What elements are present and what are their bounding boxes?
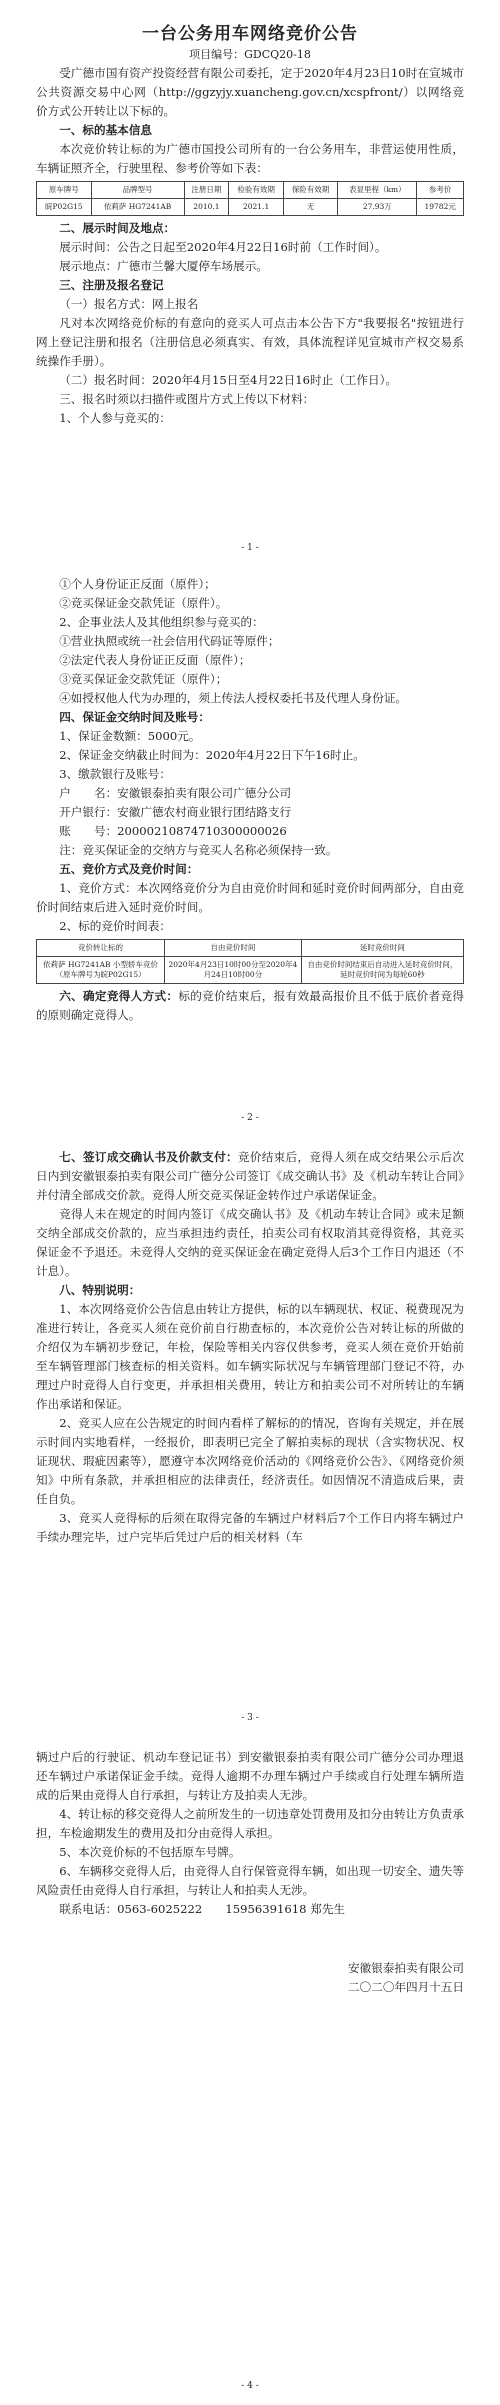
page-number: - 4 - xyxy=(241,2381,259,2391)
table-header-cell: 检验有效期 xyxy=(229,182,283,199)
table-header-row xyxy=(37,940,464,957)
material-item: 2、企事业法人及其他组织参与竞买的： xyxy=(59,615,264,629)
deposit-note: 注：竞买保证金的交纳方与竞买人名称必须保持一致。 xyxy=(59,843,338,857)
issue-date: 二〇二〇年四月十五日 xyxy=(348,1980,464,1994)
display-time: 展示时间：公告之日起至2020年4月22日16时前（工作时间）。 xyxy=(59,240,387,254)
section-6 xyxy=(36,987,464,1025)
account-number: 账 号：20000210874710300000026 xyxy=(59,824,287,838)
special-note-3-continued: 辆过户后的行驶证、机动车登记证书）到安徽银泰拍卖有限公司广德分公司办理退还车辆过户承诺保证金手续。竞得人逾期不办理车辆过户手续或自行处理车辆所造成的后果由竞得人自行承担，与转让方及拍卖人无涉。 xyxy=(36,1750,464,1802)
special-note-4: 4、转让标的移交竞得人之前所发生的一切违章处罚费用及扣分由转让方负责承担，车检逾期发生的费用及扣分由竞得人承担。 xyxy=(36,1807,464,1840)
section-6-text: 标的竞价结束后，报有效最高报价且不低于底价者竞得的原则确定竞得人。 xyxy=(36,989,464,1022)
page-1 xyxy=(36,22,464,428)
table-header-cell: 品牌型号 xyxy=(91,182,184,199)
table-cell: 19782元 xyxy=(417,199,464,216)
section-2-heading: 二、展示时间及地点： xyxy=(59,221,176,235)
table-row xyxy=(37,957,464,984)
special-note-2: 2、竞买人应在公告规定的时间内看样了解标的的情况，咨询有关规定，并在展示时间内实地看样，一经报价，即表明已完全了解拍卖标的现状（含实物状况、权证现状、瑕疵因素等），愿遵守本次网络竞价活动的《网络竞价公告》、《网络竞价须知》中所有条款，并承担相应的法律责任，经济责任。如因情况不清造成后果，责任自负。 xyxy=(36,1416,464,1506)
page-number: - 3 - xyxy=(241,1713,259,1723)
special-note-6: 6、车辆移交竞得人后，由竞得人自行保管竞得车辆，如出现一切安全、遗失等风险责任由竞得人自行承担，与转让人和拍卖人无涉。 xyxy=(36,1864,464,1897)
section-7-heading: 七、签订成交确认书及价款支付： xyxy=(59,1150,238,1164)
intro-paragraph: 受广德市国有资产投资经营有限公司委托，定于2020年4月23日10时在宣城市公共资源交易中心网（http://ggzyjy.xuancheng.gov.cn/xcspfront/）以网络竞价方式公开转让以下标的。 xyxy=(36,66,464,118)
registration-time: （二）报名时间：2020年4月15日至4月22日16时止（工作日）。 xyxy=(59,373,397,387)
special-note-1: 1、本次网络竞价公告信息由转让方提供，标的以车辆现状、权证、税费现况为准进行转让，各竞买人须在竞价前自行勘查标的，本次竞价公告对转让标的所做的介绍仅为车辆初步登记，年检，保险等相关内容仅供参考，竞买人须在竞价开始前至车辆管理部门核查标的相关资料。如车辆实际状况与车辆管理部门登记不符，办理过户时竞得人自行变更，并承担相关费用，转让方和拍卖公司不对所转让的车辆作出承诺和保证。 xyxy=(36,1302,464,1411)
table-header-cell: 注册日期 xyxy=(184,182,229,199)
page-3 xyxy=(36,1148,464,1547)
table-cell: 无 xyxy=(283,199,337,216)
material-item: ②竞买保证金交款凭证（原件）。 xyxy=(59,596,228,610)
table-cell: 依莉萨 HG7241AB xyxy=(91,199,184,216)
material-item: ④如授权他人代为办理的，须上传法人授权委托书及代理人身份证。 xyxy=(59,691,408,705)
material-item: ①个人身份证正反面（原件）； xyxy=(59,577,216,591)
section-6-heading: 六、确定竞得人方式： xyxy=(59,989,179,1003)
section-7-text-1: 竞价结束后，竞得人须在成交结果公示后次日内到安徽银泰拍卖有限公司广德分公司签订《成交确认书》及《机动车转让合同》并付清全部成交价款。竞得人所交竞买保证金转作过户承诺保证金。 xyxy=(36,1150,464,1202)
page-number: - 2 - xyxy=(241,1113,259,1123)
table-cell: 自由竞价时间结束后自动进入延时竞价时间，延时竞价时间为每轮60秒 xyxy=(301,957,463,984)
table-cell: 皖P02G15 xyxy=(37,199,92,216)
table-header-cell: 竞价转让标的 xyxy=(37,940,165,957)
bank-name: 开户银行：安徽广德农村商业银行团结路支行 xyxy=(59,805,292,819)
table-header-cell: 原车牌号 xyxy=(37,182,92,199)
table-header-row xyxy=(37,182,464,199)
section-1-text: 本次竞价转让标的为广德市国投公司所有的一台公务用车，非营运使用性质，车辆证照齐全，行驶里程、参考价等如下表： xyxy=(36,142,464,175)
registration-method-text: 凡对本次网络竞价标的有意向的竞买人可点击本公告下方"我要报名"按钮进行网上登记注册和报名（注册信息必须真实、有效，具体流程详见宣城市产权交易系统操作手册）。 xyxy=(36,316,464,368)
table-row xyxy=(37,199,464,216)
section-7-text-2: 竞得人未在规定的时间内签订《成交确认书》及《机动车转让合同》或未足额交纳全部成交价款的，应当承担违约责任，拍卖公司有权取消其竞得资格，其竞买保证金不予退还。未竞得人交纳的竞买保证金在确定竞得人后3个工作日内退还（不计息）。 xyxy=(36,1207,464,1278)
page-title: 一台公务用车网络竞价公告 xyxy=(142,24,358,44)
special-note-3: 3、竞买人竞得标的后须在取得完备的车辆过户材料后7个工作日内将车辆过户手续办理完毕，过户完毕后凭过户后的相关材料（车 xyxy=(36,1511,464,1544)
vehicle-info-table xyxy=(36,181,464,216)
page-2 xyxy=(36,575,464,1025)
material-item: ②法定代表人身份证正反面（原件）； xyxy=(59,653,251,667)
bidding-schedule-heading: 2、标的竞价时间表： xyxy=(59,919,171,933)
project-number: 项目编号：GDCQ20-18 xyxy=(189,48,311,61)
table-cell: 依莉萨 HG7241AB 小型轿车竞价（原车牌号为皖P02G15） xyxy=(37,957,165,984)
contact-phone: 联系电话：0563-6025222 15956391618 郑先生 xyxy=(59,1902,346,1916)
table-cell: 2010.1 xyxy=(184,199,229,216)
registration-method: （一）报名方式：网上报名 xyxy=(59,297,199,311)
deposit-amount: 1、保证金数额：5000元。 xyxy=(59,729,201,743)
section-5-heading: 五、竞价方式及竞价时间： xyxy=(59,862,199,876)
table-header-cell: 保险有效期 xyxy=(283,182,337,199)
section-4-heading: 四、保证金交纳时间及账号： xyxy=(59,710,210,724)
page-number: - 1 - xyxy=(241,543,259,553)
table-header-cell: 延时竞价时间 xyxy=(301,940,463,957)
table-cell: 2021.1 xyxy=(229,199,283,216)
material-item: ①营业执照或统一社会信用代码证等原件； xyxy=(59,634,280,648)
bidding-method: 1、竞价方式：本次网络竞价分为自由竞价时间和延时竞价时间两部分，自由竞价时间结束后进入延时竞价时间。 xyxy=(36,881,464,914)
section-8-heading: 八、特别说明： xyxy=(59,1283,141,1297)
materials-individual: 1、个人参与竞买的： xyxy=(59,411,171,425)
materials-heading: 三、报名时须以扫描件或图片方式上传以下材料： xyxy=(59,392,315,406)
bidding-schedule-table xyxy=(36,939,464,984)
table-cell: 2020年4月23日10时00分至2020年4月24日10时00分 xyxy=(165,957,302,984)
section-1-heading: 一、标的基本信息 xyxy=(59,123,152,137)
material-item: ③竞买保证金交款凭证（原件）； xyxy=(59,672,228,686)
account-name: 户 名：安徽银泰拍卖有限公司广德分公司 xyxy=(59,786,292,800)
special-note-5: 5、本次竞价标的不包括原车号牌。 xyxy=(59,1845,241,1859)
section-3-heading: 三、注册及报名登记 xyxy=(59,278,164,292)
table-header-cell: 表显里程（km） xyxy=(338,182,417,199)
page-4 xyxy=(36,1748,464,1997)
bank-heading: 3、缴款银行及账号： xyxy=(59,767,171,781)
deposit-deadline: 2、保证金交纳截止时间为：2020年4月22日下午16时止。 xyxy=(59,748,365,762)
issuer-company: 安徽银泰拍卖有限公司 xyxy=(348,1961,464,1975)
table-header-cell: 自由竞价时间 xyxy=(165,940,302,957)
table-cell: 27.93万 xyxy=(338,199,417,216)
display-place: 展示地点：广德市兰馨大厦停车场展示。 xyxy=(59,259,268,273)
table-header-cell: 参考价 xyxy=(417,182,464,199)
section-7 xyxy=(36,1148,464,1205)
